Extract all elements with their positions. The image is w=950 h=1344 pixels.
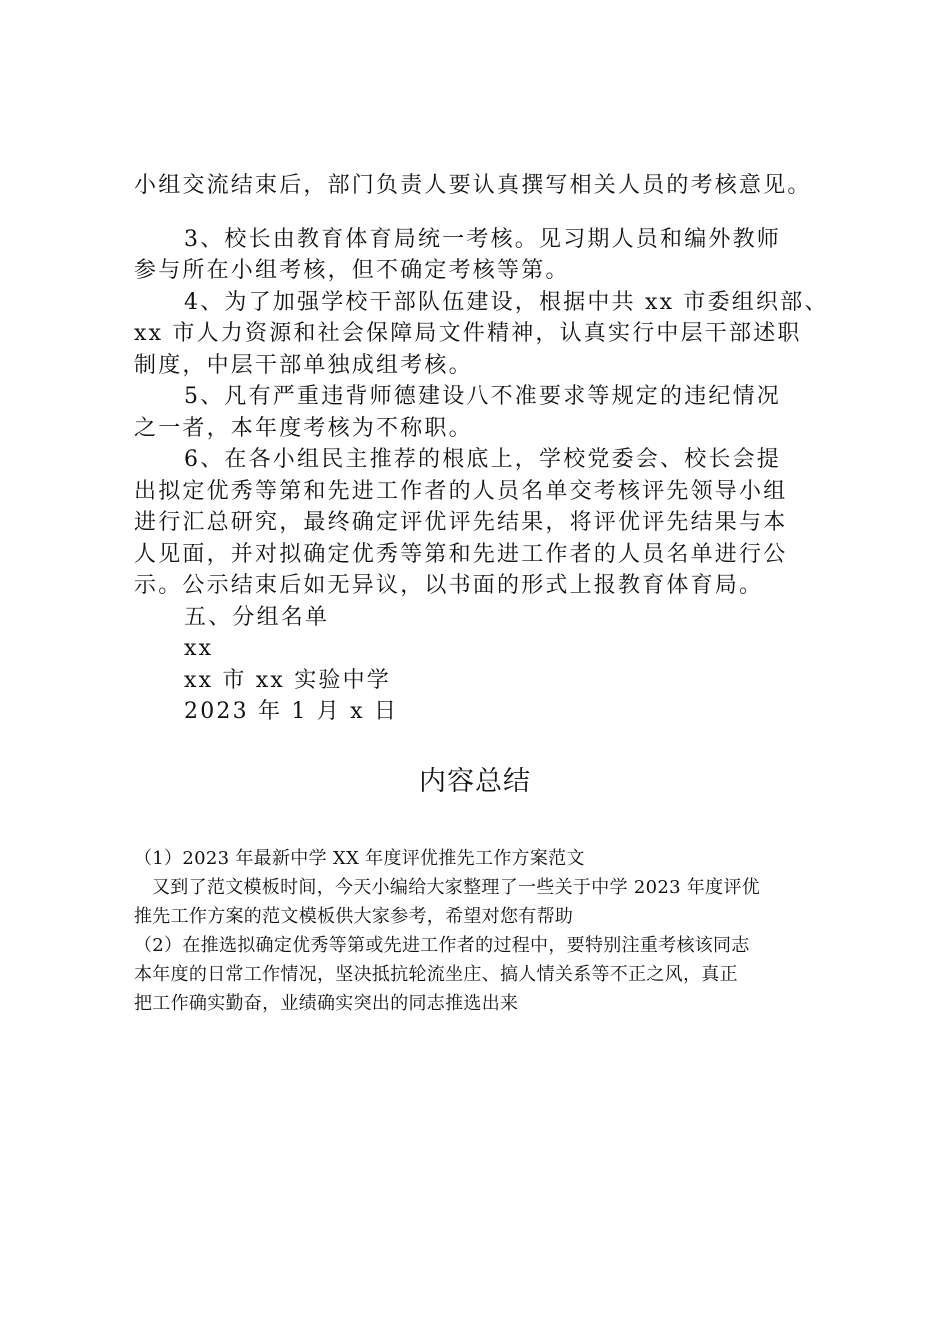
paragraph-line: 6、在各小组民主推荐的根底上，学校党委会、校长会提 [184, 447, 781, 472]
signature-organization: xx 市 xx 实验中学 [184, 667, 392, 693]
paragraph-line: 进行汇总研究，最终确定评优评先结果，将评优评先结果与本 [134, 510, 788, 535]
summary-line: 本年度的日常工作情况，坚决抵抗轮流坐庄、搞人情关系等不正之风，真正 [134, 964, 738, 985]
paragraph-line: 之一者，本年度考核为不称职。 [134, 415, 473, 441]
summary-section [134, 844, 834, 1018]
paragraph-line: 3、校长由教育体育局统一考核。见习期人员和编外教师 [184, 226, 781, 252]
signature-name: xx [184, 636, 214, 661]
paragraph-line: 人见面，并对拟确定优秀等第和先进工作者的人员名单进行公 [134, 541, 788, 567]
summary-line: （2）在推选拟确定优秀等第或先进工作者的过程中，要特别注重考核该同志 [134, 935, 750, 956]
paragraph-line: 示。公示结束后如无异议，以书面的形式上报教育体育局。 [134, 573, 764, 598]
paragraph-line: 参与所在小组考核，但不确定考核等第。 [134, 258, 570, 283]
paragraph-line: 出拟定优秀等第和先进工作者的人员名单交考核评先领导小组 [134, 478, 788, 504]
summary-line: 又到了范文模板时间，今天小编给大家整理了一些关于中学 2023 年度评优 [152, 877, 761, 898]
paragraph-line: 4、为了加强学校干部队伍建设，根据中共 xx 市委组织部、 [184, 289, 829, 315]
paragraph-gap [134, 202, 834, 224]
summary-line: 把工作确实勤奋，业绩确实突出的同志推选出来 [134, 993, 519, 1014]
paragraph-line: 制度，中层干部单独成组考核。 [134, 352, 473, 378]
signature-date: 2023 年 1 月 x 日 [184, 699, 399, 724]
paragraph-line: 5、凡有严重违背师德建设八不准要求等规定的违纪情况 [184, 384, 781, 409]
summary-line: 推先工作方案的范文模板供大家参考，希望对您有帮助 [134, 906, 574, 927]
summary-line: （1）2023 年最新中学 XX 年度评优推先工作方案范文 [134, 848, 585, 869]
summary-title: 内容总结 [419, 766, 531, 797]
paragraph-line: xx 市人力资源和社会保障局文件精神，认真实行中层干部述职 [134, 321, 802, 346]
section-heading: 五、分组名单 [184, 604, 330, 630]
document-body [134, 170, 834, 728]
paragraph-line: 小组交流结束后，部门负责人要认真撰写相关人员的考核意见。 [134, 173, 812, 198]
